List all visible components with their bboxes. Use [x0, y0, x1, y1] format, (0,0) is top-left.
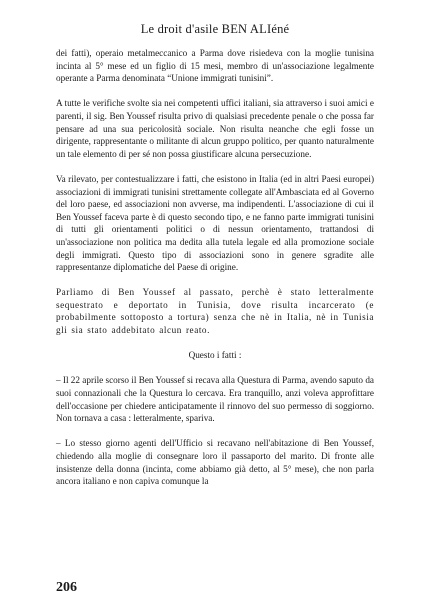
paragraph-3: Va rilevato, per contestualizzare i fatti, che esistono in Italia (ed in altri Paesi europei) associazioni di immigrati tunisini strettamente collegate all'Ambasciata ed al Governo del loro paese, ed associazioni non avverse, ma indipendenti. L'associazione di cui il Ben Youssef faceva parte è di questo secondo tipo, e ne fanno parte immigrati tunisini di tutti gli orientamenti politici o di nessun orientamento, trattandosi di un'associazione non politica ma dedita alla tutela legale ed alla promozione sociale degli immigrati. Questo tipo di associazioni sono in genere sgradite alle rappresentanze diplomatiche del Paese di origine. [56, 173, 374, 273]
body-text [56, 47, 374, 500]
paragraph-6: – Lo stesso giorno agenti dell'Ufficio si recavano nell'abitazione di Ben Youssef, chiedendo alla moglie di consegnare loro il passaporto del marito. Di fronte alle insistenze della donna (incinta, come abbiamo già detto, al 5° mese), che non parla ancora italiano e non capiva comunque la [56, 438, 374, 487]
paragraph-5: – Il 22 aprile scorso il Ben Youssef si recava alla Questura di Parma, avendo saputo da suoi connazionali che la Questura lo cercava. Era tranquillo, anzi voleva approfittare dell'occasione per chiedere anticipatamente il rinnovo del suo permesso di soggiorno. Non tornava a casa : letteralmente, spariva. [56, 375, 374, 424]
section-lead: Questo i fatti : [188, 350, 242, 361]
paragraph-2: A tutte le verifiche svolte sia nei competenti uffici italiani, sia attraverso i suoi amici e parenti, il sig. Ben Youssef risulta privo di qualsiasi precedente penale o che possa far pensare ad una sua pericolosità sociale. Non risulta neanche che egli fosse un dirigente, rappresentante o militante di alcun gruppo politico, per quanto naturalmente un tale elemento di per sé non possa giustificare alcuna persecuzione. [56, 98, 374, 159]
page-number: 206 [56, 580, 77, 595]
paragraph-4: Parliamo di Ben Youssef al passato, perchè è stato letteralmente sequestrato e deportato in Tunisia, dove risulta incarcerato (e probabilmente sottoposto a tortura) senza che nè in Italia, nè in Tunisia gli sia stato addebitato alcun reato. [56, 287, 374, 336]
running-header: Le droit d'asile BEN ALIéné [140, 22, 290, 36]
paragraph-1: dei fatti), operaio metalmeccanico a Parma dove risiedeva con la moglie tunisina incinta al 5° mese ed un figlio di 15 mesi, membro di un'associazione legalmente operante a Parma denominata “Unione immigrati tunisini”. [56, 48, 374, 84]
